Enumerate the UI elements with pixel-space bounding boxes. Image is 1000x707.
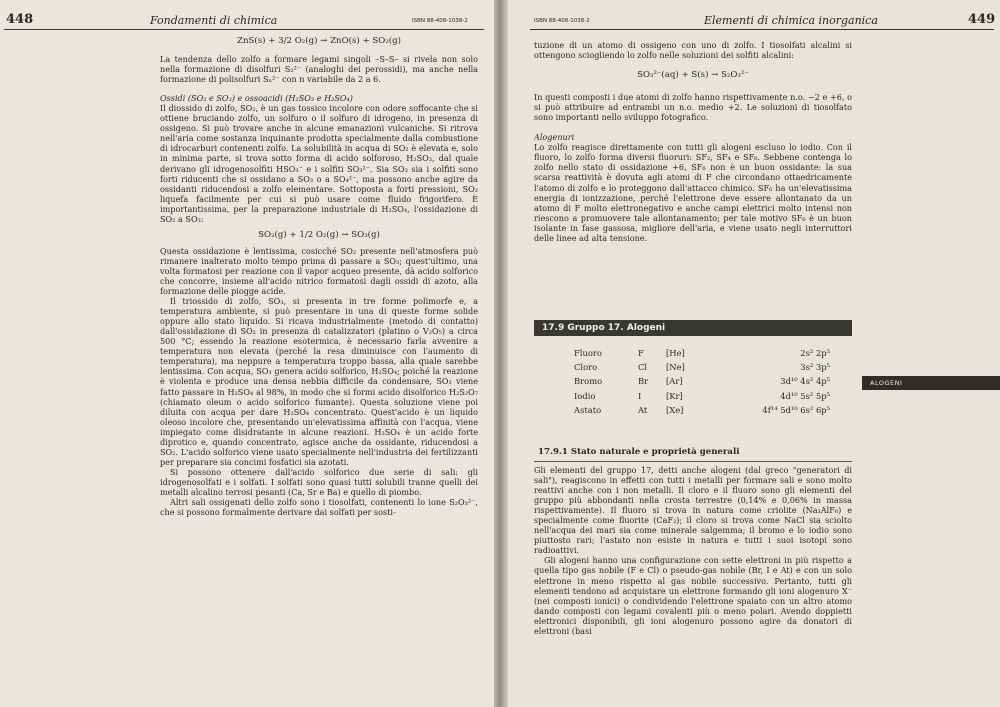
element-row (568, 360, 836, 374)
element-core: [He] (666, 348, 685, 359)
page-number: 448 (6, 12, 34, 27)
left-page (0, 0, 494, 707)
element-symbol: I (638, 390, 642, 401)
section-heading: Alogenuri (534, 132, 575, 143)
element-name: Astato (574, 404, 602, 415)
element-config: 3s² 3p⁵ (800, 362, 830, 373)
book-gutter (494, 0, 508, 707)
isbn: ISBN 88-408-1038-2 (534, 18, 590, 24)
element-config: 3d¹⁰ 4s² 4p⁵ (780, 376, 830, 387)
right-bottom-column (534, 465, 852, 705)
paragraph: In questi composti i due atomi di zolfo hanno rispettivamente n.o. −2 e +6, o si può attribuire ad entrambi un n.o. medio +2. Le soluzioni di tiosolfato sono importanti nello sviluppo fotografico. (534, 92, 852, 123)
element-config: 2s² 2p⁵ (800, 348, 830, 359)
paragraph: Altri sali ossigenati dello zolfo sono i tiosolfati, contenenti lo ione S₂O₃²⁻, che si possono formalmente derivare dai solfati per sosti- (160, 497, 478, 518)
subsection-heading: 17.9.1 Stato naturale e proprietà generali (538, 447, 740, 457)
element-row (568, 389, 836, 403)
header-rule (4, 29, 484, 30)
element-symbol: Cl (638, 362, 648, 373)
element-config: 4d¹⁰ 5s² 5p⁵ (780, 390, 830, 401)
electron-config-table (568, 346, 836, 417)
element-name: Iodio (574, 390, 596, 401)
left-page-header (0, 10, 494, 30)
paragraph: tuzione di un atomo di ossigeno con uno di zolfo. I tiosolfati alcalini si ottengono sciogliendo lo zolfo nelle soluzioni dei solfiti alcalini: (534, 40, 852, 61)
left-text-column (160, 32, 478, 704)
element-symbol: Br (638, 376, 649, 387)
paragraph: Questa ossidazione è lentissima, cosicché SO₂ presente nell'atmosfera può rimanere inalterato molto tempo prima di passare a SO₃; quest'ultimo, una volta formatosi per reazione con il vapor acqueo presente, dà acido solforico che concorre, insieme all'acido nitrico formatosi dagli ossidi di azoto, alla formazione delle piogge acide. (160, 245, 478, 297)
section-banner: 17.9 Gruppo 17. Alogeni (534, 320, 852, 336)
element-core: [Ar] (666, 376, 683, 387)
element-name: Cloro (574, 362, 598, 373)
paragraph: Si possono ottenere dall'acido solforico due serie di sali: gli idrogenosolfati e i solfati. I solfati sono quasi tutti solubili tranne quelli dei metalli alcalino terrosi pesanti (Ca, Sr e Ba) e quello di piombo. (160, 466, 478, 497)
right-page (508, 0, 1000, 707)
subsection-rule (534, 461, 852, 462)
paragraph: Il triossido di zolfo, SO₃, si presenta in tre forme polimorfe e, a temperatura ambiente, si può presentare in una di queste forme solide oppure allo stato liquido. Si ricava industrialmente (metodo di contatto) dall'ossidazione di SO₂ in presenza di catalizzatori (platino o V₂O₅) a circa 500 °C; essendo la reazione esotermica, è necessario farla avvenire a temperatura non elevata (perché la resa diminuisce con l'aumento di temperatura), ma neppure a temperatura troppo bassa, alla quale sarebbe lentissima. Con acqua, SO₃ genera acido solforico, H₂SO₄; poiché la reazione è violenta e produce una densa nebbia difficile da condensare, SO₃ viene fatto passare in H₂SO₄ al 98%, in modo che si formi acido disolforico H₂S₂O₇ (chiamato oleum o acido solforico fumante). Questa soluzione viene poi diluita con acqua per dare H₂SO₄ concentrato. Quest'acido è un liquido oleoso incolore che, presentando un'elevatissima affinità con l'acqua, viene impiegato come disidratante in alcune reazioni. H₂SO₄ è un acido forte diprotico e, quando concentrato, agisce anche da ossidante, riducendosi a SO₂. L'acido solforico viene usato specialmente nell'industria dei fertilizzanti per preparare sia concimi fosfatici sia azotati. (160, 296, 478, 467)
element-row (568, 374, 836, 388)
section-heading: Ossidi (SO₂ e SO₃) e ossoacidi (H₂SO₃ e H₂SO₄) (160, 93, 353, 104)
element-name: Bromo (574, 376, 603, 387)
running-title: Fondamenti di chimica (150, 14, 278, 27)
paragraph: Il diossido di zolfo, SO₂, è un gas tossico incolore con odore soffocante che si ottiene bruciando zolfo, un solfuro o il solfuro di idrogeno, in presenza di ossigeno. Si può trovare anche in alcune emanazioni vulcaniche. Si ritrova nell'aria come sostanza inquinante prodotta specialmente dalla combustione di idrocarburi contenenti zolfo. La solubilità in acqua di SO₂ è elevata e, solo in minima parte, si trova sotto forma di acido solforoso, H₂SO₃, dal quale derivano gli idrogenosolfiti HSO₃⁻ e i solfiti SO₃²⁻. Sia SO₂ sia i solfiti sono forti riducenti che si ossidano a SO₃ o a SO₄²⁻, ma possono anche agire da ossidanti riducendosi a zolfo elementare. Sottoposta a forti pressioni, SO₂ liquefa facilmente per cui si può usare come fluido frigorifero. È importantissima, per la preparazione industriale di H₂SO₄, l'ossidazione di SO₂ a SO₃: (160, 103, 478, 224)
element-row (568, 403, 836, 417)
element-symbol: At (638, 404, 648, 415)
element-name: Fluoro (574, 348, 602, 359)
right-top-column (534, 40, 852, 312)
element-core: [Kr] (666, 390, 683, 401)
paragraph: Gli elementi del gruppo 17, detti anche alogeni (dal greco "generatori di sali"), reagiscono in effetti con tutti i metalli per formare sali e sono molto reattivi anche con i non metalli. Il cloro e il fluoro sono gli elementi del gruppo più abbondanti nella crosta terrestre (0,14% e 0,06% in massa rispettivamente). Il fluoro si trova in natura come criolite (Na₃AlF₆) e specialmente come fluorite (CaF₂); il cloro si trova come NaCl sia sciolto nell'acqua dei mari sia come minerale salgemma; il bromo e lo iodio sono piuttosto rari; l'astato non esiste in natura e tutti i suoi isotopi sono radioattivi. (534, 465, 852, 556)
element-symbol: F (638, 348, 644, 359)
paragraph: La tendenza dello zolfo a formare legami singoli –S–S– si rivela non solo nella formazione di disolfuri S₂²⁻ (analoghi dei perossidi), ma anche nella formazione di polisolfuri Sₙ²⁻ con n variabile da 2 a 6. (160, 54, 478, 85)
equation: ZnS(s) + 3/2 O₂(g) → ZnO(s) + SO₂(g) (236, 36, 401, 46)
isbn: ISBN 88-408-1038-2 (412, 18, 468, 24)
equation: SO₂(g) + 1/2 O₂(g) → SO₃(g) (258, 229, 380, 240)
equation: SO₃²⁻(aq) + S(s) → S₂O₃²⁻ (637, 70, 749, 81)
paragraph: Lo zolfo reagisce direttamente con tutti gli alogeni escluso lo iodio. Con il fluoro, lo zolfo forma diversi fluoruri: SF₂, SF₄ e SF₆. Sebbene contenga lo zolfo nello stato di ossidazione +6, SF₆ non è un buon ossidante: la sua scarsa reattività è dovuta agli atomi di F che circondano ottaedricamente l'atomo di zolfo e lo proteggono dall'attacco chimico. SF₆ ha un'elevatissima energia di ionizzazione, perché l'elettrone deve essere allontanato da un atomo di F molto elettronegativo e anche campi elettrici molto intensi non riescono a promuovere tale allontanamento; per tale motivo SF₆ è un buon isolante in fase gassosa, migliore dell'aria, e viene usato negli interruttori delle linee ad alta tensione. (534, 142, 852, 243)
running-title: Elementi di chimica inorganica (704, 14, 878, 27)
element-core: [Xe] (666, 404, 684, 415)
page-number: 449 (968, 12, 996, 27)
side-tab-label: ALOGENI (862, 376, 1000, 390)
header-rule (530, 29, 994, 30)
element-core: [Ne] (666, 362, 685, 373)
element-config: 4f¹⁴ 5d¹⁰ 6s² 6p⁵ (762, 404, 830, 415)
right-page-header (508, 10, 1000, 30)
element-row (568, 346, 836, 360)
paragraph: Gli alogeni hanno una configurazione con sette elettroni in più rispetto a quella tipo gas nobile (F e Cl) o pseudo-gas nobile (Br, I e At) e con un solo elettrone in meno rispetto al gas nobile successivo. Pertanto, tutti gli elementi tendono ad acquistare un elettrone formando gli ioni alogenuro X⁻ (nei composti ionici) o condividendo l'elettrone spaiato con un altro atomo dando composti con legami covalenti più o meno polari. Avendo doppietti elettronici disponibili, gli ioni alogenuro possono agire da donatori di elettroni (basi (534, 555, 852, 636)
